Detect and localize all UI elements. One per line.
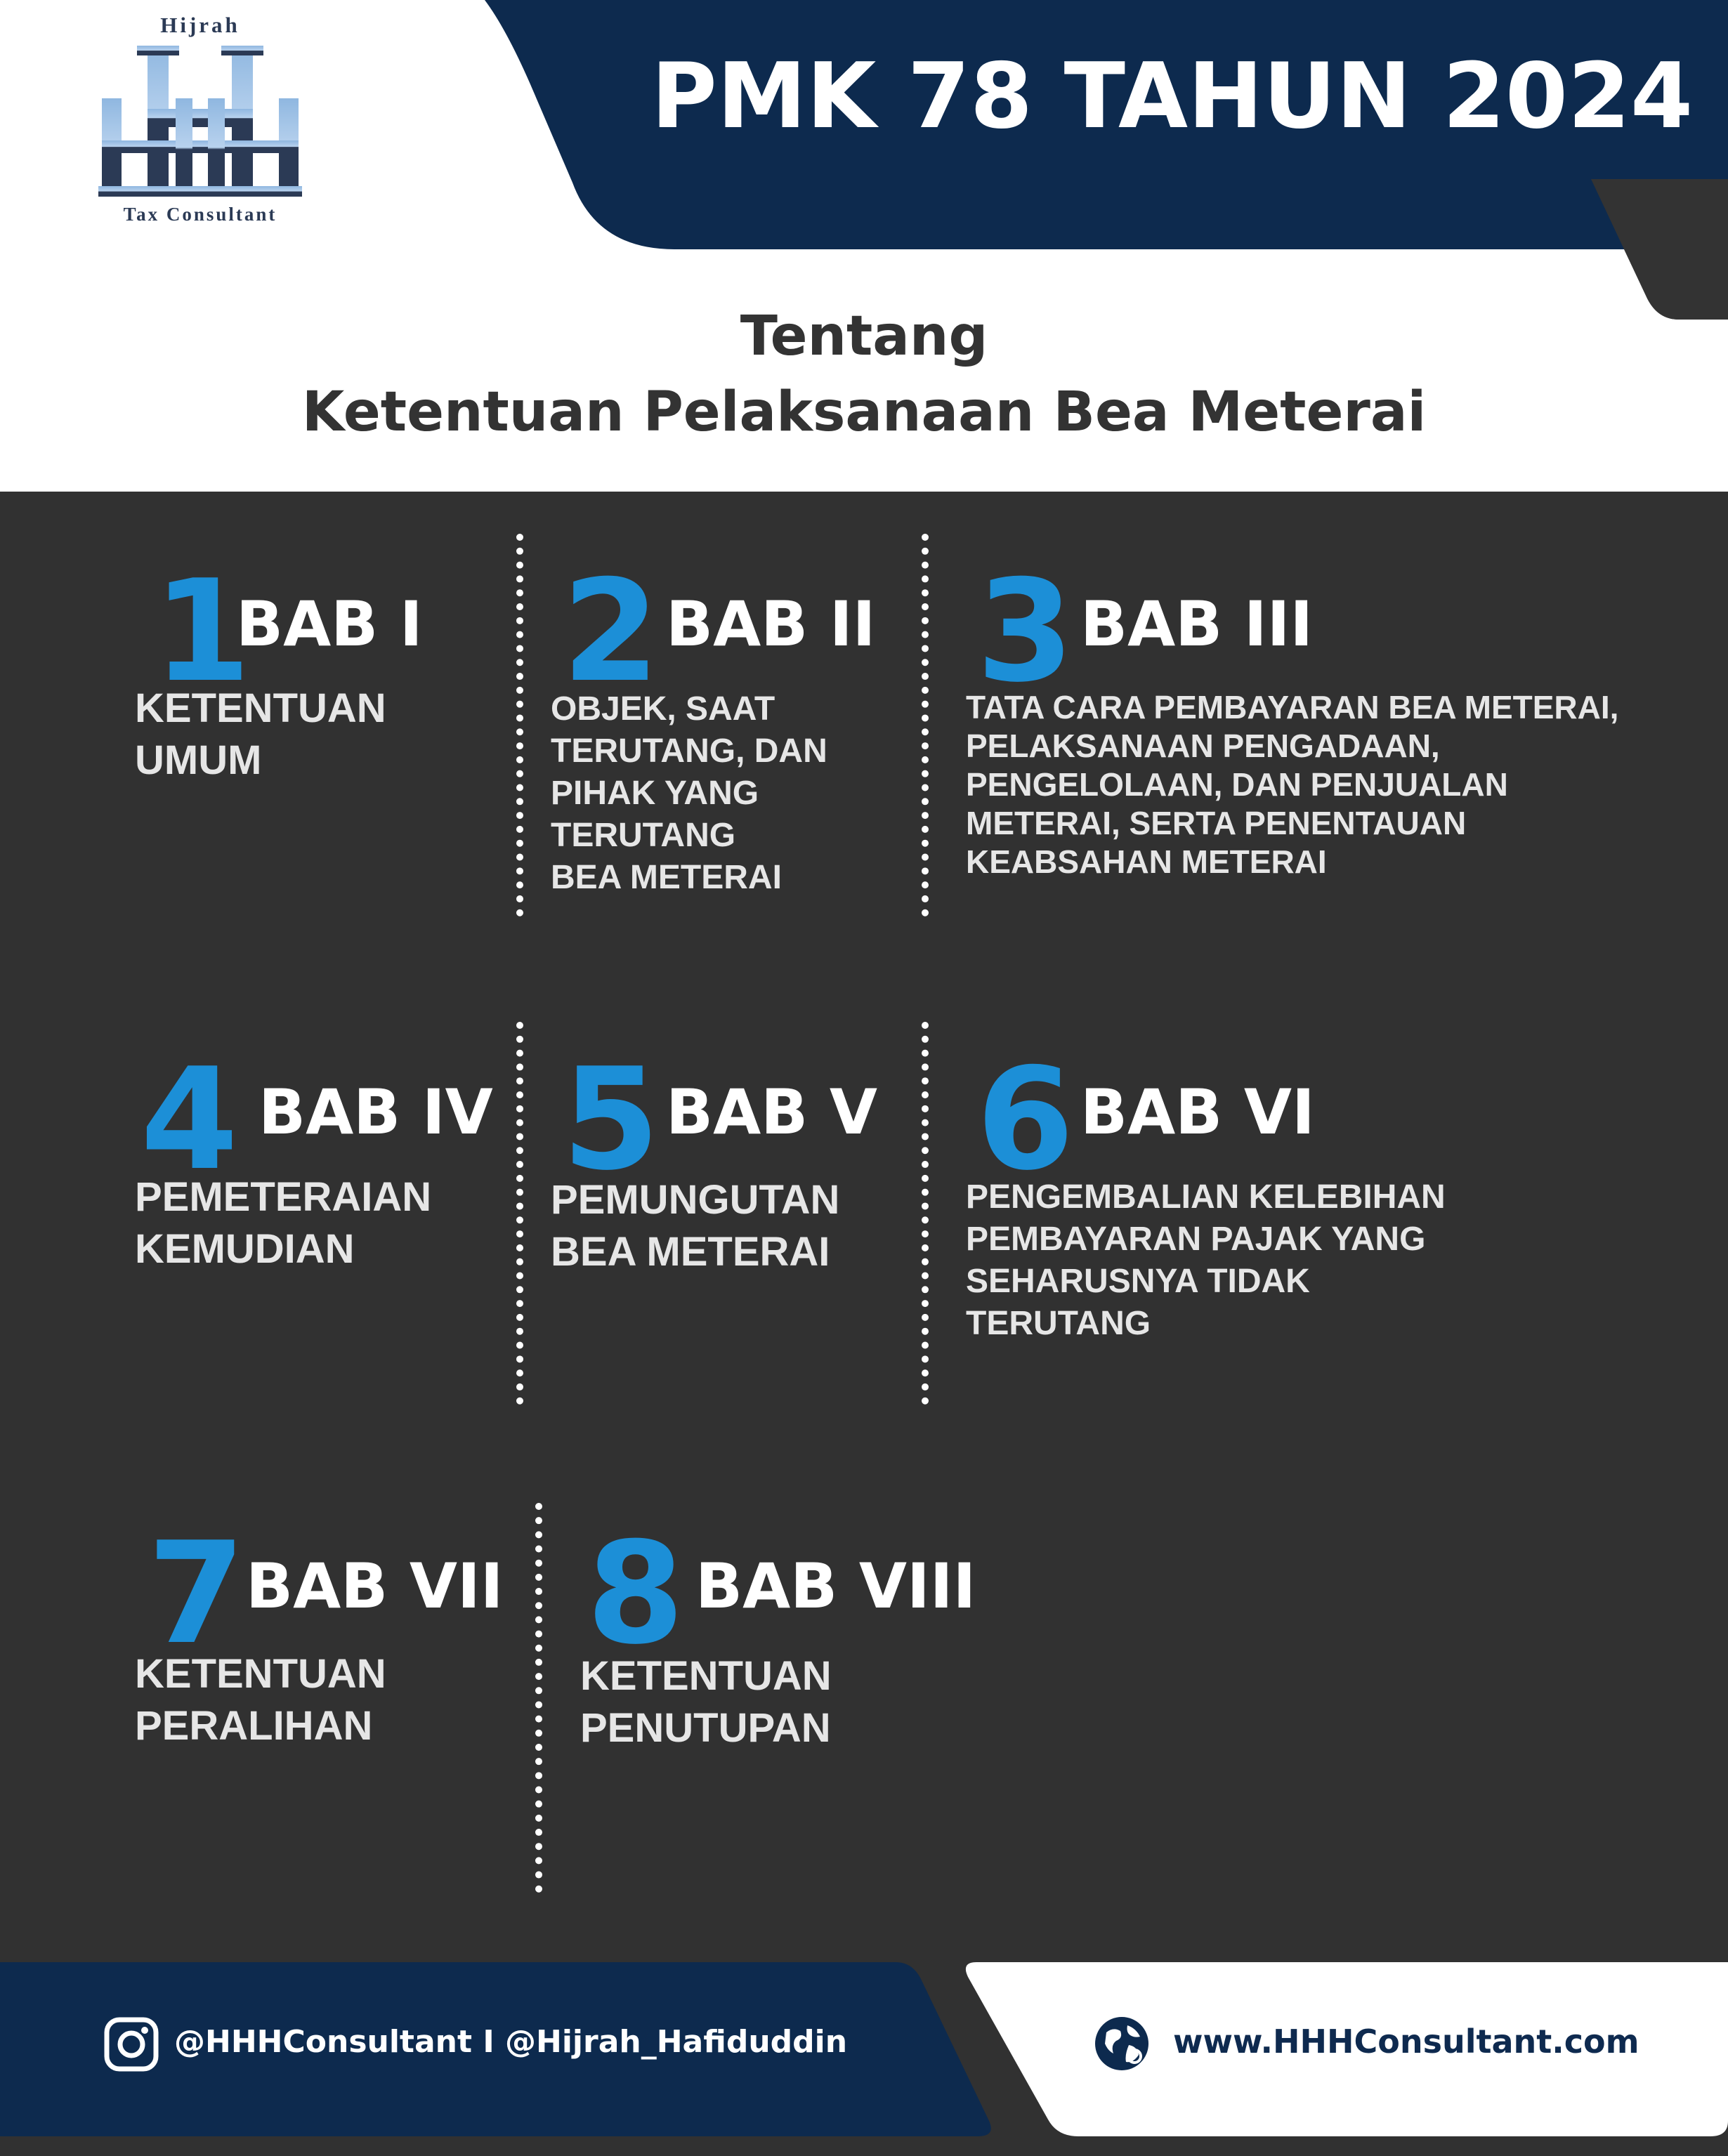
logo-top-text: Hijrah [160, 13, 240, 37]
page-title: PMK 78 TAHUN 2024 [650, 44, 1693, 149]
subtitle-line-1: Tentang [740, 305, 988, 368]
instagram-icon[interactable] [104, 2017, 159, 2072]
bab-number: 6 [976, 1038, 1075, 1202]
page-subtitle [70, 298, 1658, 450]
separator [516, 1022, 523, 1405]
social-handles[interactable]: @HHHConsultant I @Hijrah_Hafiduddin [174, 2024, 848, 2060]
bab-number: 1 [153, 550, 251, 714]
logo-bottom-text: Tax Consultant [123, 204, 277, 225]
bab-label: BAB VI [1080, 1076, 1315, 1148]
bab-label: BAB III [1080, 588, 1314, 660]
globe-icon [1092, 2014, 1151, 2073]
separator [922, 1022, 929, 1405]
separator [535, 1503, 542, 1893]
bab-label: BAB IV [258, 1076, 493, 1148]
bab-4-description: PEMETERAIAN KEMUDIAN [135, 1174, 432, 1272]
bab-3-description: TATA CARA PEMBAYARAN BEA METERAI, PELAKSANAAN PENGADAAN, PENGELOLAAN, DAN PENJUALAN METERAI, SERTA PENENTAUAN KEABSAHAN METERAI [966, 689, 1619, 880]
bab-number: 4 [140, 1038, 239, 1202]
bab-label: BAB I [236, 588, 423, 660]
bab-5-description: PEMUNGUTAN BEA METERAI [551, 1177, 840, 1275]
bab-1-description: KETENTUAN UMUM [135, 685, 386, 783]
bab-label: BAB VII [246, 1550, 504, 1622]
separator [922, 534, 929, 916]
bab-6-description: PENGEMBALIAN KELEBIHAN PEMBAYARAN PAJAK YANG SEHARUSNYA TIDAK TERUTANG [966, 1178, 1446, 1342]
subtitle-line-2: Ketentuan Pelaksanaan Bea Meterai [301, 381, 1427, 444]
bab-8-description: KETENTUAN PENUTUPAN [580, 1653, 832, 1751]
website-link[interactable]: www.HHHConsultant.com [1173, 2023, 1639, 2060]
logo-monogram-icon [98, 42, 302, 204]
bab-label: BAB II [666, 588, 876, 660]
bab-label: BAB VIII [695, 1550, 976, 1622]
bab-number: 8 [587, 1512, 685, 1676]
bab-number: 5 [562, 1038, 660, 1202]
bab-2-description: OBJEK, SAAT TERUTANG, DAN PIHAK YANG TERUTANG BEA METERAI [551, 690, 827, 896]
bab-number: 2 [562, 550, 660, 714]
bab-label: BAB V [666, 1076, 877, 1148]
bab-number: 3 [976, 550, 1075, 714]
bab-number: 7 [148, 1512, 246, 1676]
separator [516, 534, 523, 916]
bab-7-description: KETENTUAN PERALIHAN [135, 1651, 386, 1749]
